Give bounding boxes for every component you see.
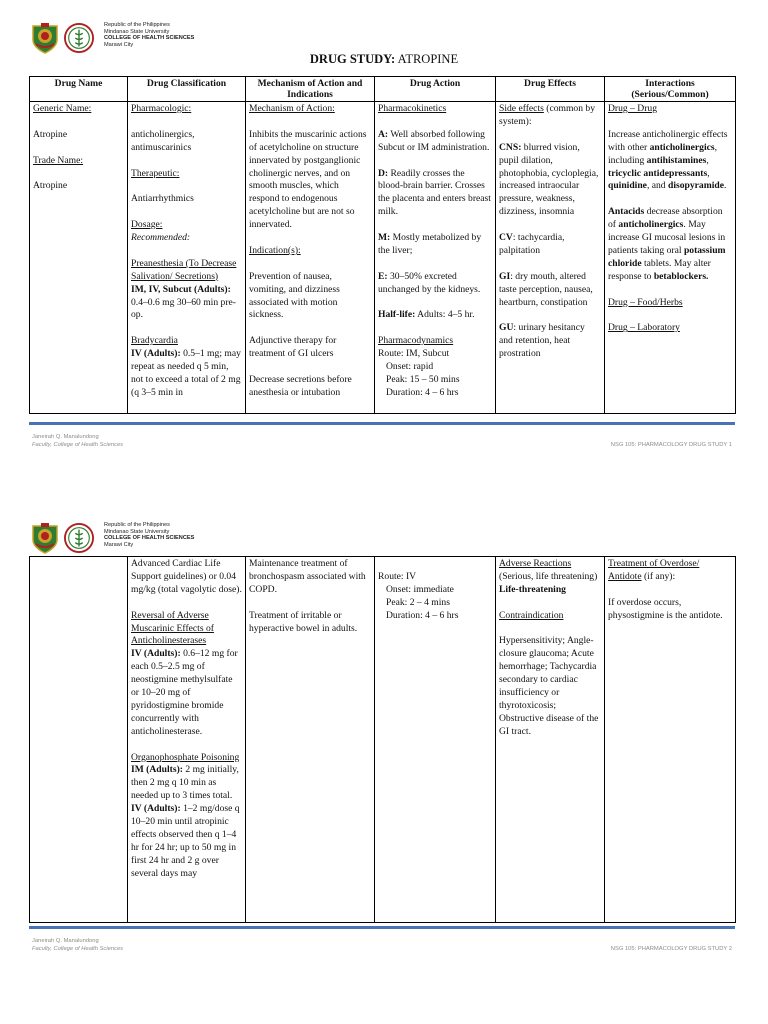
overdose-label: Treatment of Overdose/ Antidote (if any):: [608, 558, 700, 582]
footer-author-block: [32, 937, 123, 953]
document-title: [0, 52, 768, 67]
contraindication-label: Contraindication: [499, 609, 564, 621]
pharmacokinetics-label: Pharmacokinetics: [378, 103, 447, 114]
pd-duration: Duration: 4 – 6 hrs: [386, 386, 459, 398]
side-effects-label: Side effects (common by system):: [499, 103, 596, 127]
university-line: Mindanao State University: [104, 28, 170, 35]
col-drug-name: Drug Name: [30, 77, 128, 102]
recommended-label: Recommended:: [131, 232, 191, 243]
drug-study-table-2: [29, 556, 736, 923]
bradycardia-label: Bradycardia: [131, 335, 178, 347]
footer-author-block: [32, 433, 123, 449]
life-threatening-label: Life-threatening: [499, 583, 566, 595]
col-classification: Drug Classification: [128, 77, 246, 102]
preanesthesia-label: Preanesthesia (To Decrease Salivation/ Secretions): [131, 257, 237, 282]
university-line: Mindanao State University: [104, 528, 170, 535]
organophosphate-iv-dose: IV (Adults): 1–2 mg/dose q 10–20 min until atropinic effects observed then q 1–4 hr for 24 hr; up to 50 mg in first 24 hr and 2 g over several days may: [131, 803, 240, 879]
drug-drug-label: Drug – Drug: [608, 103, 658, 114]
interactions-cell: [605, 557, 736, 923]
city-line: Marawi City: [104, 41, 134, 48]
iv-route: Route: IV: [378, 570, 417, 582]
indications-label: Indication(s):: [249, 244, 301, 256]
page-1: [0, 0, 768, 505]
col-effects: Drug Effects: [496, 77, 605, 102]
mechanism-label: Mechanism of Action:: [249, 103, 335, 114]
half-life: Half-life: Adults: 4–5 hr.: [378, 309, 475, 321]
city-line: Marawi City: [104, 541, 134, 548]
overdose-text: If overdose occurs, physostigmine is the antidote.: [608, 596, 723, 621]
adverse-reactions-note: (Serious, life threatening): [499, 570, 598, 582]
preanesthesia-dose: IM, IV, Subcut (Adults): 0.4–0.6 mg 30–60 min pre-op.: [131, 283, 236, 321]
footer-course: NSG 105: PHARMACOLOGY DRUG STUDY 1: [610, 442, 732, 448]
trade-name: Atropine: [33, 180, 68, 192]
action-cell: [375, 102, 496, 414]
col-action: Drug Action: [375, 77, 496, 102]
pharmacologic-class: anticholinergics, antimuscarinics: [131, 128, 195, 153]
college-line: COLLEGE OF HEALTH SCIENCES: [104, 535, 195, 542]
interactions-cell: [605, 102, 736, 414]
college-line: COLLEGE OF HEALTH SCIENCES: [104, 35, 195, 42]
pharmacologic-label: Pharmacologic:: [131, 103, 192, 114]
chs-seal-icon: [64, 22, 94, 54]
msu-seal-icon: [30, 522, 60, 554]
title-drug: ATROPINE: [397, 52, 459, 66]
reversal-label: Reversal of Adverse Muscarinic Effects of Anticholinesterases: [131, 609, 214, 647]
footer-course: NSG 105: PHARMACOLOGY DRUG STUDY 2: [610, 946, 732, 952]
organophosphate-label: Organophosphate Poisoning: [131, 751, 240, 763]
effects-cell: [496, 557, 605, 923]
msu-seal-icon: [30, 22, 60, 54]
cv-effects: CV: tachycardia, palpitation: [499, 232, 565, 256]
pd-peak: Peak: 15 – 50 mins: [386, 373, 460, 385]
trade-name-label: Trade Name:: [33, 154, 84, 166]
mechanism-cell: [246, 102, 375, 414]
indication-item: Treatment of irritable or hyperactive bowel in adults.: [249, 609, 358, 634]
drug-study-table-1: [29, 76, 736, 414]
mechanism-cell: [246, 557, 375, 923]
pharmacodynamics-label: Pharmacodynamics: [378, 335, 454, 347]
distribution: D: Readily crosses the blood-brain barrier. Crosses the placenta and enters breast milk.: [378, 167, 491, 218]
table-row: [30, 557, 736, 923]
effects-cell: [496, 102, 605, 414]
excretion: E: 30–50% excreted unchanged by the kidneys.: [378, 270, 481, 295]
classification-cell: [128, 102, 246, 414]
drug-lab-label: Drug – Laboratory: [608, 322, 680, 334]
therapeutic-label: Therapeutic:: [131, 167, 180, 179]
page-2: [0, 512, 768, 1017]
footer-faculty: Faculty, College of Health Sciences: [32, 442, 124, 448]
absorption: A: Well absorbed following Subcut or IM administration.: [378, 128, 490, 153]
classification-cell: [128, 557, 246, 923]
institution-block: [104, 522, 194, 548]
cns-effects: CNS: blurred vision, pupil dilation, photophobia, cycloplegia, increased intraocular pressure, weakness, dizziness, insomnia: [499, 141, 599, 218]
action-cell: [375, 557, 496, 923]
letterhead: [30, 522, 194, 554]
antacid-interaction: Antacids decrease absorption of anticholinergics. May increase GI mucosal lesions in patients taking oral potassium chloride tablets. May alter response to betablockers.: [608, 206, 726, 282]
pd-onset: Onset: rapid: [386, 361, 434, 373]
gu-effects: GU: urinary hesitancy and retention, heat prostration: [499, 322, 585, 360]
contraindication-text: Hypersensitivity; Angle-closure glaucoma; Acute hemorrhage; Tachycardia secondary to cardiac insufficiency or thyrotoxicosis; Obstructive disease of the GI tract.: [499, 635, 599, 737]
title-prefix: DRUG STUDY:: [309, 52, 396, 66]
republic-line: Republic of the Philippines: [104, 22, 170, 28]
letterhead: [30, 22, 194, 54]
bradycardia-dose: IV (Adults): 0.5–1 mg; may repeat as needed q 5 min, not to exceed a total of 2 mg (q 3–5 min in: [131, 348, 241, 398]
iv-duration: Duration: 4 – 6 hrs: [386, 609, 459, 621]
iv-onset: Onset: immediate: [386, 583, 454, 595]
gi-effects: GI: dry mouth, altered taste perception, nausea, heartburn, constipation: [499, 270, 593, 308]
drug-name-cell: [30, 102, 128, 414]
col-interactions: Interactions (Serious/Common): [605, 77, 736, 102]
republic-line: Republic of the Philippines: [104, 522, 170, 528]
footer-rule: [29, 422, 735, 425]
organophosphate-im-dose: IM (Adults): 2 mg initially, then 2 mg q 10 min as needed up to 3 times total.: [131, 764, 239, 802]
acls-dose: Advanced Cardiac Life Support guidelines) or 0.04 mg/kg (total vagolytic dose).: [131, 558, 242, 595]
indication-item: Decrease secretions before anesthesia or intubation: [249, 373, 352, 398]
institution-block: [104, 22, 194, 48]
footer-rule: [29, 926, 735, 929]
footer-faculty: Faculty, College of Health Sciences: [32, 946, 124, 952]
table-header-row: [30, 77, 736, 102]
pd-route: Route: IM, Subcut: [378, 348, 450, 360]
metabolism: M: Mostly metabolized by the liver;: [378, 232, 482, 256]
chs-seal-icon: [64, 522, 94, 554]
footer-author: Janeirah Q. Manalundong: [32, 434, 99, 440]
dosage-label: Dosage:: [131, 219, 163, 231]
generic-name-label: Generic Name:: [33, 103, 92, 114]
generic-name: Atropine: [33, 128, 68, 140]
col-mechanism: Mechanism of Action and Indications: [246, 77, 375, 102]
drug-name-cell: [30, 557, 128, 923]
reversal-dose: IV (Adults): 0.6–12 mg for each 0.5–2.5 mg of neostigmine methylsulfate or 10–20 mg of pyridostigmine bromide concurrently with anticholinesterase.: [131, 648, 238, 737]
indication-item: Adjunctive therapy for treatment of GI ulcers: [249, 335, 337, 360]
indication-item: Maintenance treatment of bronchospasm associated with COPD.: [249, 558, 366, 595]
therapeutic-class: Antiarrhythmics: [131, 193, 194, 205]
iv-peak: Peak: 2 – 4 mins: [386, 596, 450, 608]
footer-author: Janeirah Q. Manalundong: [32, 938, 99, 944]
table-row: [30, 102, 736, 414]
adverse-reactions-label: Adverse Reactions: [499, 558, 572, 569]
drug-drug-text: Increase anticholinergic effects with other anticholinergics, including antihistamines, tricyclic antidepressants, quinidine, and disopyramide.: [608, 128, 728, 192]
drug-food-label: Drug – Food/Herbs: [608, 296, 683, 308]
indication-item: Prevention of nausea, vomiting, and dizziness associated with motion sickness.: [249, 270, 340, 321]
mechanism-text: Inhibits the muscarinic actions of acetylcholine on structure innervated by postganglionic cholinergic nerves, and on smooth muscles, which respond to endogenous acetylcholine but are not so innervated.: [249, 128, 367, 231]
